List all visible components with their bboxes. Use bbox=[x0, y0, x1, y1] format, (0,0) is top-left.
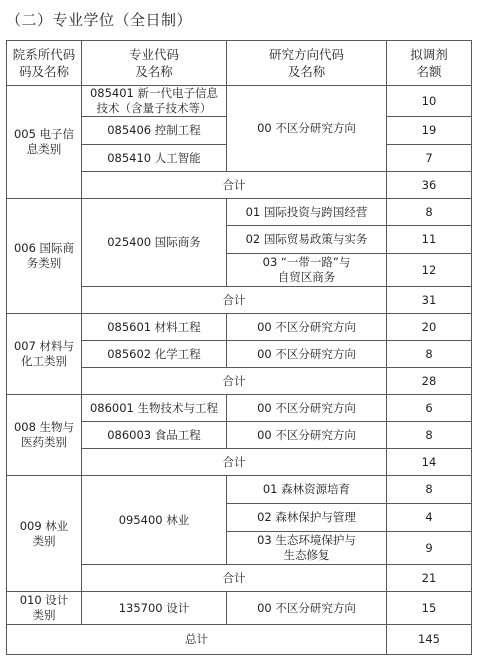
quota-cell: 12 bbox=[387, 254, 472, 287]
direction-cell: 00 不区分研究方向 bbox=[227, 314, 387, 341]
header-major: 专业代码 及名称 bbox=[82, 41, 227, 86]
dept-cell: 010 设计 类别 bbox=[7, 592, 82, 625]
direction-cell: 00 不区分研究方向 bbox=[227, 592, 387, 625]
direction-cell: 02 国际贸易政策与实务 bbox=[227, 226, 387, 254]
table-row bbox=[7, 476, 472, 504]
direction-cell: 00 不区分研究方向 bbox=[227, 422, 387, 449]
subtotal-label: 合计 bbox=[82, 565, 387, 592]
direction-cell: 03 生态环境保护与 生态修复 bbox=[227, 532, 387, 565]
header-dept: 院系所代码 码及名称 bbox=[7, 41, 82, 86]
table-row bbox=[7, 314, 472, 341]
quota-cell: 9 bbox=[387, 532, 472, 565]
quota-cell: 19 bbox=[387, 117, 472, 145]
quota-cell: 15 bbox=[387, 592, 472, 625]
major-cell: 085602 化学工程 bbox=[82, 341, 227, 368]
major-cell: 086001 生物技术与工程 bbox=[82, 395, 227, 422]
quota-cell: 4 bbox=[387, 504, 472, 532]
dept-cell: 009 林业 类别 bbox=[7, 476, 82, 592]
table-header-row bbox=[7, 41, 472, 86]
dept-cell: 007 材料与 化工类别 bbox=[7, 314, 82, 395]
subtotal-label: 合计 bbox=[82, 449, 387, 476]
subtotal-value: 14 bbox=[387, 449, 472, 476]
quota-cell: 20 bbox=[387, 314, 472, 341]
subtotal-label: 合计 bbox=[82, 287, 387, 314]
major-cell: 095400 林业 bbox=[82, 476, 227, 565]
direction-cell: 03 “一带一路”与 自贸区商务 bbox=[227, 254, 387, 287]
quota-cell: 8 bbox=[387, 422, 472, 449]
major-cell: 085410 人工智能 bbox=[82, 145, 227, 172]
subtotal-value: 31 bbox=[387, 287, 472, 314]
table-row bbox=[7, 86, 472, 117]
quota-cell: 6 bbox=[387, 395, 472, 422]
quota-cell: 10 bbox=[387, 86, 472, 117]
header-quota: 拟调剂 名额 bbox=[387, 41, 472, 86]
table-row bbox=[7, 199, 472, 226]
adjustment-quota-table bbox=[6, 40, 472, 655]
direction-cell: 00 不区分研究方向 bbox=[227, 86, 387, 172]
quota-cell: 11 bbox=[387, 226, 472, 254]
quota-cell: 7 bbox=[387, 145, 472, 172]
major-cell: 025400 国际商务 bbox=[82, 199, 227, 287]
major-cell: 086003 食品工程 bbox=[82, 422, 227, 449]
direction-cell: 01 国际投资与跨国经营 bbox=[227, 199, 387, 226]
subtotal-value: 21 bbox=[387, 565, 472, 592]
table-row bbox=[7, 395, 472, 422]
dept-cell: 008 生物与 医药类别 bbox=[7, 395, 82, 476]
quota-cell: 8 bbox=[387, 476, 472, 504]
header-direction: 研究方向代码 及名称 bbox=[227, 41, 387, 86]
subtotal-label: 合计 bbox=[82, 368, 387, 395]
direction-cell: 00 不区分研究方向 bbox=[227, 395, 387, 422]
subtotal-label: 合计 bbox=[82, 172, 387, 199]
quota-cell: 8 bbox=[387, 341, 472, 368]
section-heading: （二）专业学位（全日制） bbox=[6, 11, 193, 29]
major-cell: 085406 控制工程 bbox=[82, 117, 227, 145]
direction-cell: 01 森林资源培育 bbox=[227, 476, 387, 504]
quota-cell: 8 bbox=[387, 199, 472, 226]
direction-cell: 02 森林保护与管理 bbox=[227, 504, 387, 532]
direction-cell: 00 不区分研究方向 bbox=[227, 341, 387, 368]
subtotal-value: 36 bbox=[387, 172, 472, 199]
total-label: 总计 bbox=[7, 625, 387, 655]
dept-cell: 006 国际商 务类别 bbox=[7, 199, 82, 314]
total-value: 145 bbox=[387, 625, 472, 655]
major-cell: 135700 设计 bbox=[82, 592, 227, 625]
table-row bbox=[7, 592, 472, 625]
subtotal-value: 28 bbox=[387, 368, 472, 395]
major-cell: 085401 新一代电子信息 技术（含量子技术等） bbox=[82, 86, 227, 117]
total-row bbox=[7, 625, 472, 655]
major-cell: 085601 材料工程 bbox=[82, 314, 227, 341]
dept-cell: 005 电子信 息类别 bbox=[7, 86, 82, 199]
